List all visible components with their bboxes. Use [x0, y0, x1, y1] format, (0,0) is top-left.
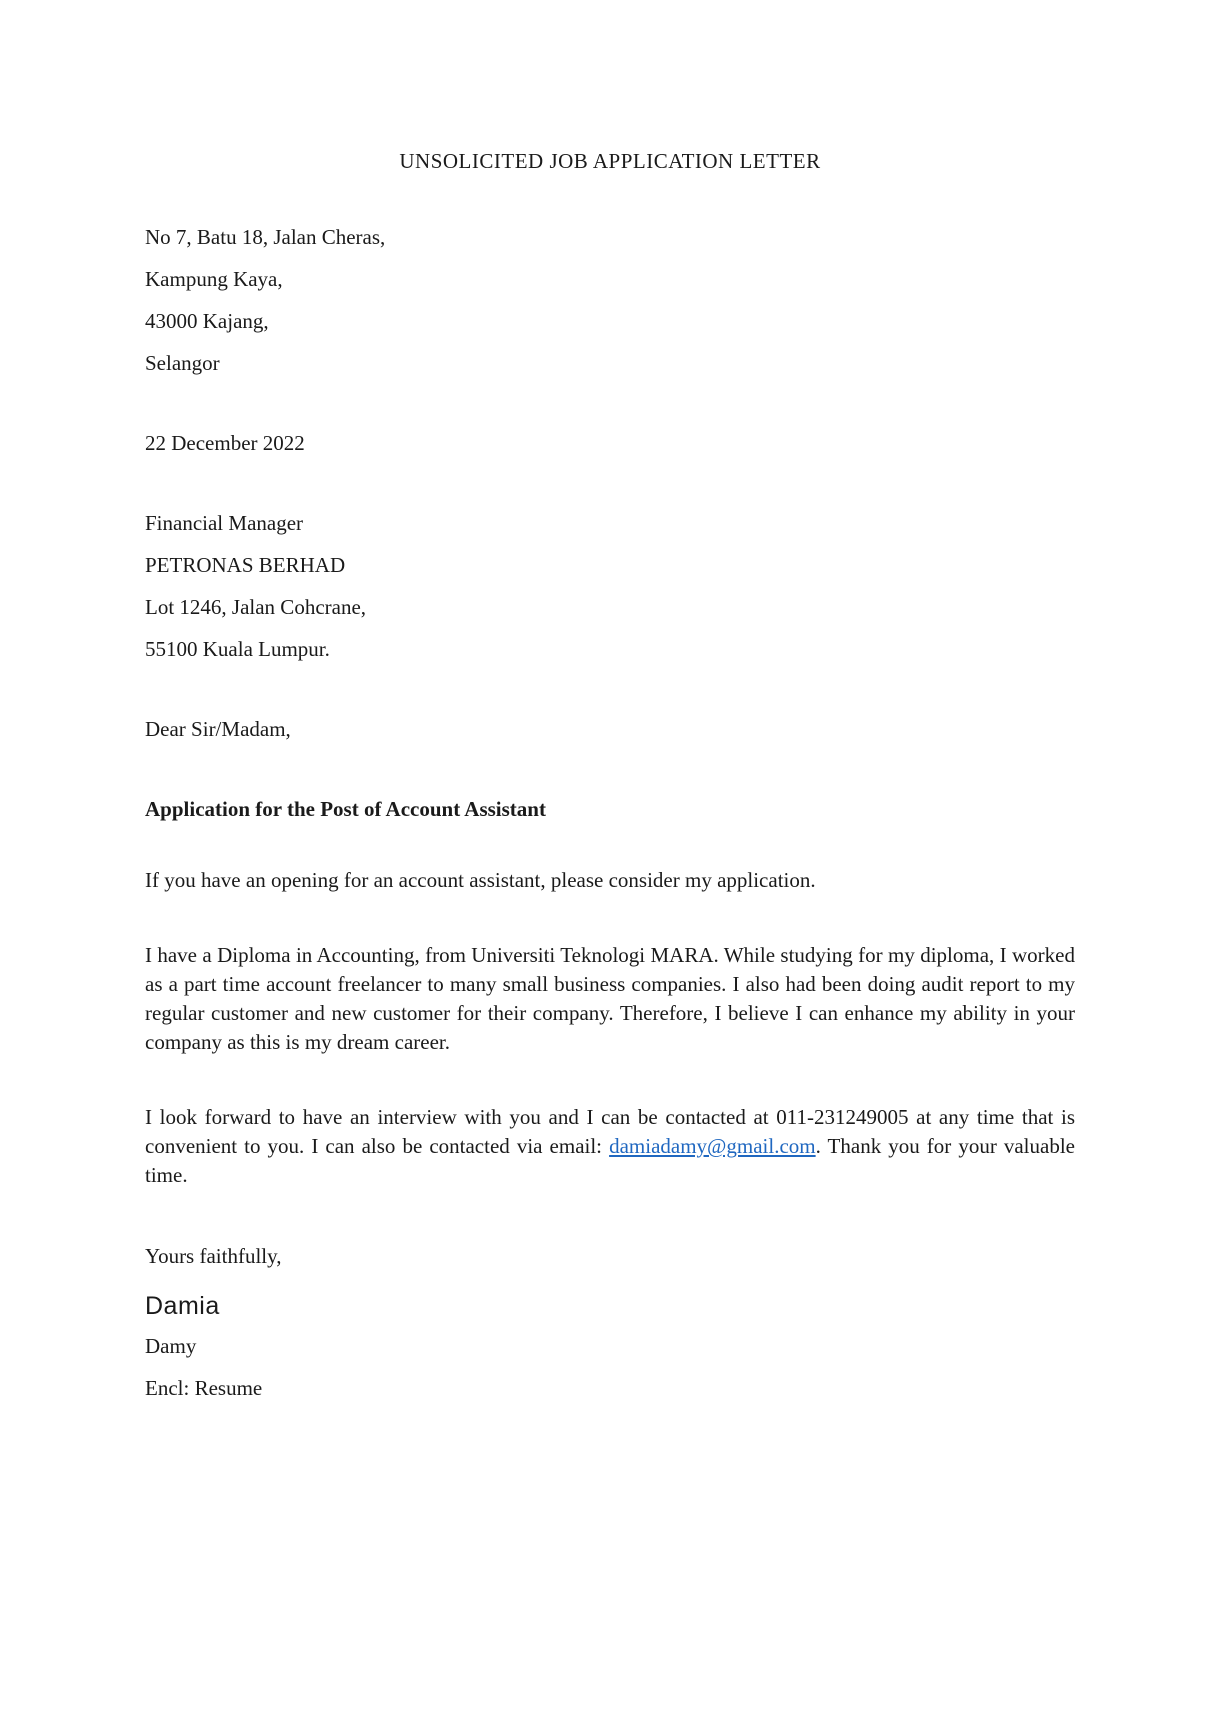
- contact-text-before-email: I look forward to have an interview with you and I can be contacted at 011-231249005 at any time that is convenient to you. I can also be contacted via email:: [145, 1105, 1075, 1158]
- letter-date: 22 December 2022: [145, 431, 305, 455]
- enclosure-note: Encl: Resume: [145, 1376, 263, 1400]
- sender-address: [145, 226, 1075, 374]
- signature: Damia: [145, 1292, 220, 1320]
- contact-paragraph: [145, 1103, 1075, 1190]
- sender-address-line-4: Selangor: [145, 351, 220, 375]
- signer-name: Damy: [145, 1334, 197, 1358]
- opening-paragraph: If you have an opening for an account assistant, please consider my application.: [145, 868, 816, 892]
- salutation: Dear Sir/Madam,: [145, 717, 291, 741]
- recipient-address: [145, 512, 1075, 660]
- sender-address-line-3: 43000 Kajang,: [145, 309, 269, 333]
- email-link[interactable]: damiadamy@gmail.com: [609, 1134, 816, 1158]
- contact-text-after-email: . Thank you for your valuable time.: [145, 1134, 1075, 1187]
- recipient-address-line-1: Lot 1246, Jalan Cohcrane,: [145, 595, 367, 619]
- recipient-company: PETRONAS BERHAD: [145, 553, 346, 577]
- sender-address-line-2: Kampung Kaya,: [145, 267, 283, 291]
- letter-title: UNSOLICITED JOB APPLICATION LETTER: [399, 149, 821, 173]
- recipient-title: Financial Manager: [145, 511, 304, 535]
- body-paragraph: I have a Diploma in Accounting, from Universiti Teknologi MARA. While studying for my diploma, I worked as a part time account freelancer to many small business companies. I also had been doing audit report to my regular customer and new customer for their company. Therefore, I believe I can enhance my ability in your company as this is my dream career.: [145, 943, 1075, 1054]
- closing: Yours faithfully,: [145, 1244, 282, 1268]
- sender-address-line-1: No 7, Batu 18, Jalan Cheras,: [145, 225, 386, 249]
- recipient-address-line-2: 55100 Kuala Lumpur.: [145, 637, 330, 661]
- subject-line: Application for the Post of Account Assistant: [145, 797, 546, 821]
